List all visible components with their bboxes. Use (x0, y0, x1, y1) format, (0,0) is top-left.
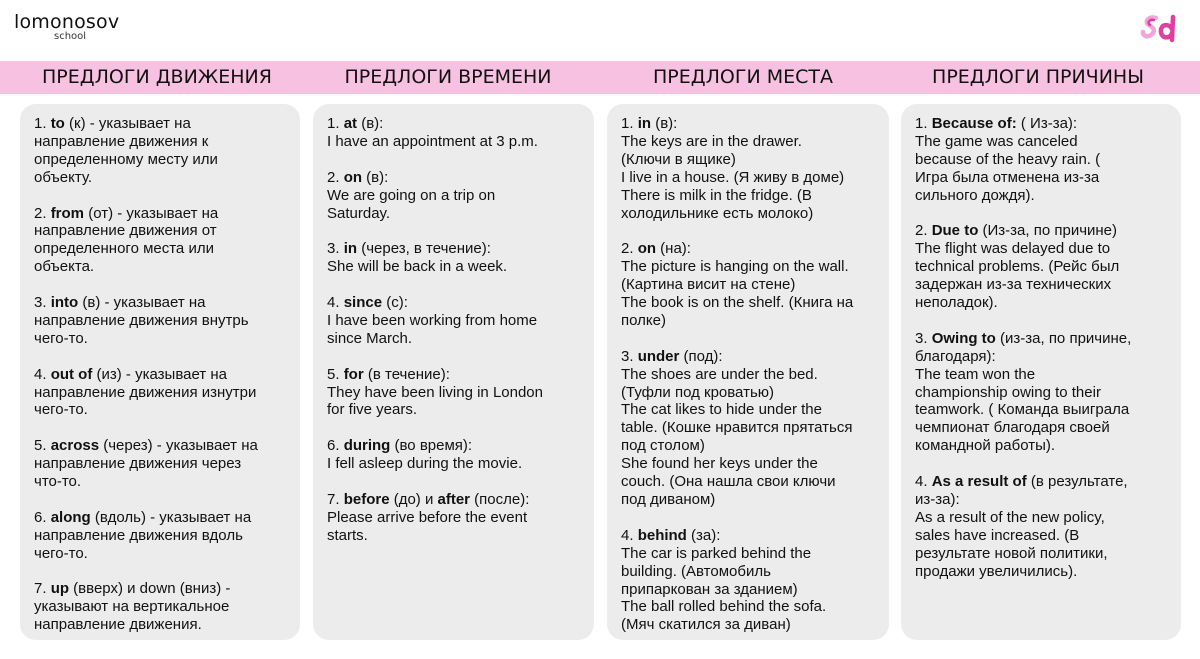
item-number: 5. (34, 437, 51, 455)
item-heading (621, 115, 883, 133)
item-number: 3. (621, 347, 638, 365)
item-line: благодаря): (915, 347, 996, 365)
item-line: чемпионат благодаря своей (915, 419, 1110, 437)
item-line: (Картина висит на стене) (621, 276, 796, 294)
item-line: I have an appointment at 3 p.m. (327, 132, 538, 150)
item-gloss: (за): (686, 526, 721, 544)
header-time: ПРЕДЛОГИ ВРЕМЕНИ (344, 66, 552, 88)
preposition-word: under (637, 347, 680, 365)
item-line: She will be back in a week. (327, 258, 508, 276)
item-heading (327, 115, 582, 133)
item-gloss: (от) - указывает на (84, 204, 219, 222)
card-movement (20, 104, 300, 640)
preposition-word: behind (637, 526, 687, 544)
item-number: 2. (915, 222, 932, 240)
item-line: результате новой политики, (915, 544, 1108, 562)
item-line: определенного места или (34, 240, 214, 258)
item-line: припаркован за зданием) (621, 580, 798, 598)
item-line: The flight was delayed due to (915, 240, 1111, 258)
item-heading (621, 348, 883, 366)
preposition-word: on (637, 240, 657, 258)
time-item (327, 366, 582, 420)
item-line: (Ключи в ящике) (621, 150, 736, 168)
movement-item (34, 509, 288, 563)
time-item (327, 491, 582, 545)
item-line: (Мяч скатился за диван) (621, 616, 791, 634)
item-gloss: (в течение): (363, 365, 450, 383)
item-gloss: (из) - указывает на (92, 365, 227, 383)
item-heading (34, 509, 288, 527)
cause-item (915, 115, 1169, 205)
item-line: The keys are in the drawer. (621, 132, 802, 150)
movement-item (34, 580, 288, 634)
time-item (327, 115, 582, 151)
item-heading (34, 437, 288, 455)
item-line: since March. (327, 329, 413, 347)
item-gloss: (после): (470, 490, 530, 508)
time-item (327, 294, 582, 348)
place-item (621, 240, 883, 330)
item-line: направление движения. (34, 616, 202, 634)
item-gloss: (с): (382, 294, 408, 312)
item-line: под столом) (621, 437, 705, 455)
item-line: чего-то. (34, 329, 88, 347)
preposition-word: As a result of (931, 473, 1027, 491)
item-line: building. (Автомобиль (621, 562, 771, 580)
preposition-word: Because of: (931, 115, 1017, 132)
item-line: because of the heavy rain. ( (915, 150, 1101, 168)
item-line: определенному месту или (34, 150, 218, 168)
movement-item (34, 115, 288, 187)
item-number: 5. (327, 365, 344, 383)
item-line: объекта. (34, 258, 95, 276)
item-line: указывают на вертикальное (34, 598, 230, 616)
cause-item (915, 330, 1169, 455)
item-number: 4. (621, 526, 638, 544)
item-number: 7. (34, 580, 51, 598)
item-line: направление движения внутрь (34, 311, 249, 329)
item-gloss: (через, в течение): (357, 240, 491, 258)
item-line: I have been working from home (327, 311, 538, 329)
preposition-word: up (50, 580, 70, 598)
item-gloss: (Из-за, по причине) (978, 222, 1118, 240)
item-line: couch. (Она нашла свои ключи (621, 473, 836, 491)
item-heading (327, 294, 582, 312)
item-line: из-за): (915, 490, 960, 508)
logo-name: lomonosov (14, 11, 120, 33)
item-number: 4. (34, 365, 51, 383)
item-heading (915, 222, 1169, 240)
item-line: table. (Кошке нравится прятаться (621, 419, 853, 437)
item-number: 2. (621, 240, 638, 258)
item-gloss: (под): (679, 347, 723, 365)
item-number: 1. (327, 115, 344, 132)
item-number: 1. (915, 115, 932, 132)
item-line: Please arrive before the event (327, 508, 528, 526)
item-line: The team won the (915, 365, 1036, 383)
item-line: She found her keys under the (621, 455, 818, 473)
preposition-word: from (50, 204, 85, 222)
item-heading (34, 115, 288, 133)
place-item (621, 527, 883, 634)
item-gloss: (в результате, (1026, 473, 1128, 491)
preposition-word: along (50, 508, 91, 526)
item-gloss: (в): (362, 168, 389, 186)
preposition-word: for (343, 365, 364, 383)
item-line: Игра была отменена из-за (915, 168, 1100, 186)
item-line: The cat likes to hide under the (621, 401, 822, 419)
item-line: что-то. (34, 473, 82, 491)
item-number: 6. (327, 437, 344, 455)
item-heading (327, 491, 582, 509)
preposition-word: to (50, 115, 65, 132)
cause-item (915, 473, 1169, 580)
preposition-word: across (50, 437, 100, 455)
item-heading (327, 366, 582, 384)
place-item (621, 348, 883, 509)
item-heading (327, 437, 582, 455)
item-gloss: (через) - указывает на (99, 437, 258, 455)
item-line: The shoes are under the bed. (621, 365, 818, 383)
item-gloss: (на): (656, 240, 691, 258)
header-cause: ПРЕДЛОГИ ПРИЧИНЫ (932, 66, 1144, 88)
item-line: They have been living in London (327, 383, 543, 401)
item-heading (327, 240, 582, 258)
place-item (621, 115, 883, 222)
item-line: I fell asleep during the movie. (327, 455, 523, 473)
item-gloss: ( Из-за): (1016, 115, 1078, 132)
preposition-word: Due to (931, 222, 979, 240)
item-number: 2. (34, 204, 51, 222)
item-line: championship owing to their (915, 383, 1101, 401)
item-number: 4. (327, 294, 344, 312)
item-line: неполадок). (915, 294, 998, 312)
item-line: sales have increased. (В (915, 526, 1080, 544)
item-line: объекту. (34, 168, 93, 186)
item-heading (34, 205, 288, 223)
preposition-word: before (343, 490, 390, 508)
item-line: сильного дождя). (915, 186, 1035, 204)
item-gloss: (в): (357, 115, 384, 132)
item-gloss: (вверх) и down (вниз) - (69, 580, 231, 598)
item-gloss: (в): (651, 115, 678, 132)
movement-item (34, 205, 288, 277)
item-line: for five years. (327, 401, 418, 419)
item-heading (915, 115, 1169, 133)
item-heading (327, 169, 582, 187)
item-line: I live in a house. (Я живу в доме) (621, 168, 845, 186)
card-place (607, 104, 889, 640)
card-time (313, 104, 594, 640)
item-line: чего-то. (34, 401, 88, 419)
item-line: technical problems. (Рейс был (915, 258, 1120, 276)
sd-monogram-logo-icon (1140, 12, 1178, 46)
item-gloss: (во время): (390, 437, 473, 455)
time-item (327, 169, 582, 223)
preposition-word: on (343, 168, 363, 186)
item-line: The book is on the shelf. (Книга на (621, 294, 854, 312)
item-line: starts. (327, 526, 368, 544)
lomonosov-logo (14, 11, 134, 42)
header-movement: ПРЕДЛОГИ ДВИЖЕНИЯ (42, 66, 272, 88)
item-heading (34, 580, 288, 598)
preposition-word: in (343, 240, 358, 258)
item-number: 3. (915, 329, 932, 347)
preposition-word: out of (50, 365, 93, 383)
item-line: The ball rolled behind the sofa. (621, 598, 827, 616)
item-heading (621, 527, 883, 545)
item-line: As a result of the new policy, (915, 508, 1105, 526)
item-line: продажи увеличились). (915, 562, 1078, 580)
item-line: командной работы). (915, 437, 1056, 455)
movement-item (34, 294, 288, 348)
preposition-word: since (343, 294, 383, 312)
item-line: под диваном) (621, 491, 716, 508)
item-line: The car is parked behind the (621, 544, 812, 562)
item-number: 4. (915, 473, 932, 491)
cause-item (915, 222, 1169, 312)
item-number: 6. (34, 508, 51, 526)
item-line: We are going on a trip on (327, 186, 496, 204)
item-line: направление движения изнутри (34, 383, 257, 401)
item-line: холодильнике есть молоко) (621, 204, 814, 222)
item-heading (915, 330, 1169, 348)
item-number: 1. (621, 115, 638, 132)
card-cause (901, 104, 1181, 640)
item-line: полке) (621, 311, 666, 329)
item-line: The picture is hanging on the wall. (621, 258, 849, 276)
item-line: направление движения к (34, 132, 209, 150)
item-line: задержан из-за технических (915, 276, 1112, 294)
item-line: teamwork. ( Команда выиграла (915, 401, 1130, 419)
item-line: чего-то. (34, 544, 88, 562)
preposition-word: after (437, 490, 471, 508)
item-heading (621, 240, 883, 258)
item-line: направление движения через (34, 455, 242, 473)
item-line: There is milk in the fridge. (В (621, 186, 812, 204)
item-heading (34, 294, 288, 312)
item-number: 1. (34, 115, 51, 132)
time-item (327, 240, 582, 276)
item-line: направление движения вдоль (34, 526, 243, 544)
item-number: 3. (327, 240, 344, 258)
item-gloss: (вдоль) - указывает на (90, 508, 252, 526)
item-line: направление движения от (34, 222, 217, 240)
preposition-word: Owing to (931, 329, 996, 347)
movement-item (34, 366, 288, 420)
preposition-word: during (343, 437, 391, 455)
item-heading (34, 366, 288, 384)
item-gloss: (к) - указывает на (64, 115, 191, 132)
item-gloss: (из-за, по причине, (995, 329, 1132, 347)
time-item (327, 437, 582, 473)
item-number: 3. (34, 294, 51, 312)
item-heading (915, 473, 1169, 491)
item-number: 7. (327, 490, 344, 508)
item-line: (Туфли под кроватью) (621, 383, 775, 401)
item-line: Saturday. (327, 204, 391, 222)
header-place: ПРЕДЛОГИ МЕСТА (653, 66, 833, 88)
preposition-word: in (637, 115, 652, 132)
item-connector: (до) и (389, 490, 438, 508)
preposition-word: at (343, 115, 358, 132)
item-line: The game was canceled (915, 132, 1078, 150)
item-number: 2. (327, 168, 344, 186)
item-gloss: (в) - указывает на (78, 294, 206, 312)
movement-item (34, 437, 288, 491)
logo-sub: school (54, 31, 87, 42)
preposition-word: into (50, 294, 79, 312)
